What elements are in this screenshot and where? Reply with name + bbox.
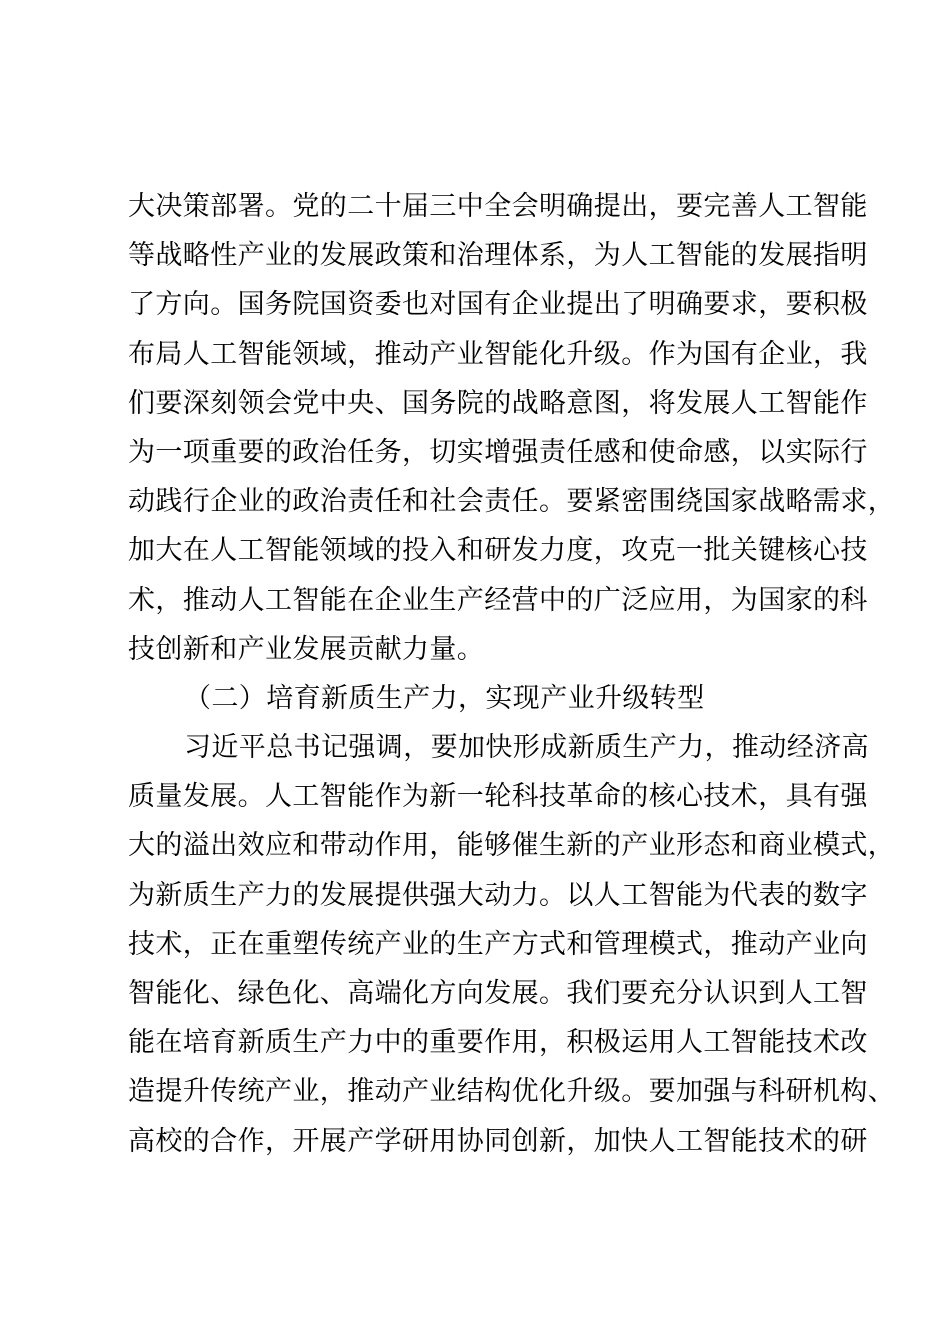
text-line: 为新质生产力的发展提供强大动力。以人工智能为代表的数字 (128, 879, 868, 911)
text-line: 大的溢出效应和带动作用，能够催生新的产业形态和商业模式， (128, 830, 896, 862)
text-line: 们要深刻领会党中央、国务院的战略意图，将发展人工智能作 (128, 387, 868, 419)
text-line: 等战略性产业的发展政策和治理体系，为人工智能的发展指明 (128, 240, 868, 272)
text-line: 造提升传统产业，推动产业结构优化升级。要加强与科研机构、 (128, 1076, 896, 1108)
text-line: 布局人工智能领域，推动产业智能化升级。作为国有企业，我 (128, 338, 868, 370)
text-line: 为一项重要的政治任务，切实增强责任感和使命感，以实际行 (128, 436, 868, 468)
text-line: 高校的合作，开展产学研用协同创新，加快人工智能技术的研 (128, 1125, 868, 1157)
text-line: 质量发展。人工智能作为新一轮科技革命的核心技术，具有强 (128, 781, 868, 813)
text-line: 大决策部署。党的二十届三中全会明确提出，要完善人工智能 (128, 191, 868, 222)
text-line: 术，推动人工智能在企业生产经营中的广泛应用，为国家的科 (128, 584, 868, 616)
section-heading: （二）培育新质生产力，实现产业升级转型 (184, 682, 705, 714)
text-line: 技创新和产业发展贡献力量。 (128, 633, 485, 665)
text-line: 能在培育新质生产力中的重要作用，积极运用人工智能技术改 (128, 1027, 868, 1059)
text-line: 加大在人工智能领域的投入和研发力度，攻克一批关键核心技 (128, 535, 868, 567)
text-line: 动践行企业的政治责任和社会责任。要紧密围绕国家战略需求， (128, 486, 896, 518)
text-line: 智能化、绿色化、高端化方向发展。我们要充分认识到人工智 (128, 978, 868, 1009)
body-text (128, 182, 896, 1166)
text-line: 了方向。国务院国资委也对国有企业提出了明确要求，要积极 (128, 289, 868, 321)
text-line: 技术，正在重塑传统产业的生产方式和管理模式，推动产业向 (128, 928, 868, 960)
text-line: 习近平总书记强调，要加快形成新质生产力，推动经济高 (184, 732, 869, 764)
